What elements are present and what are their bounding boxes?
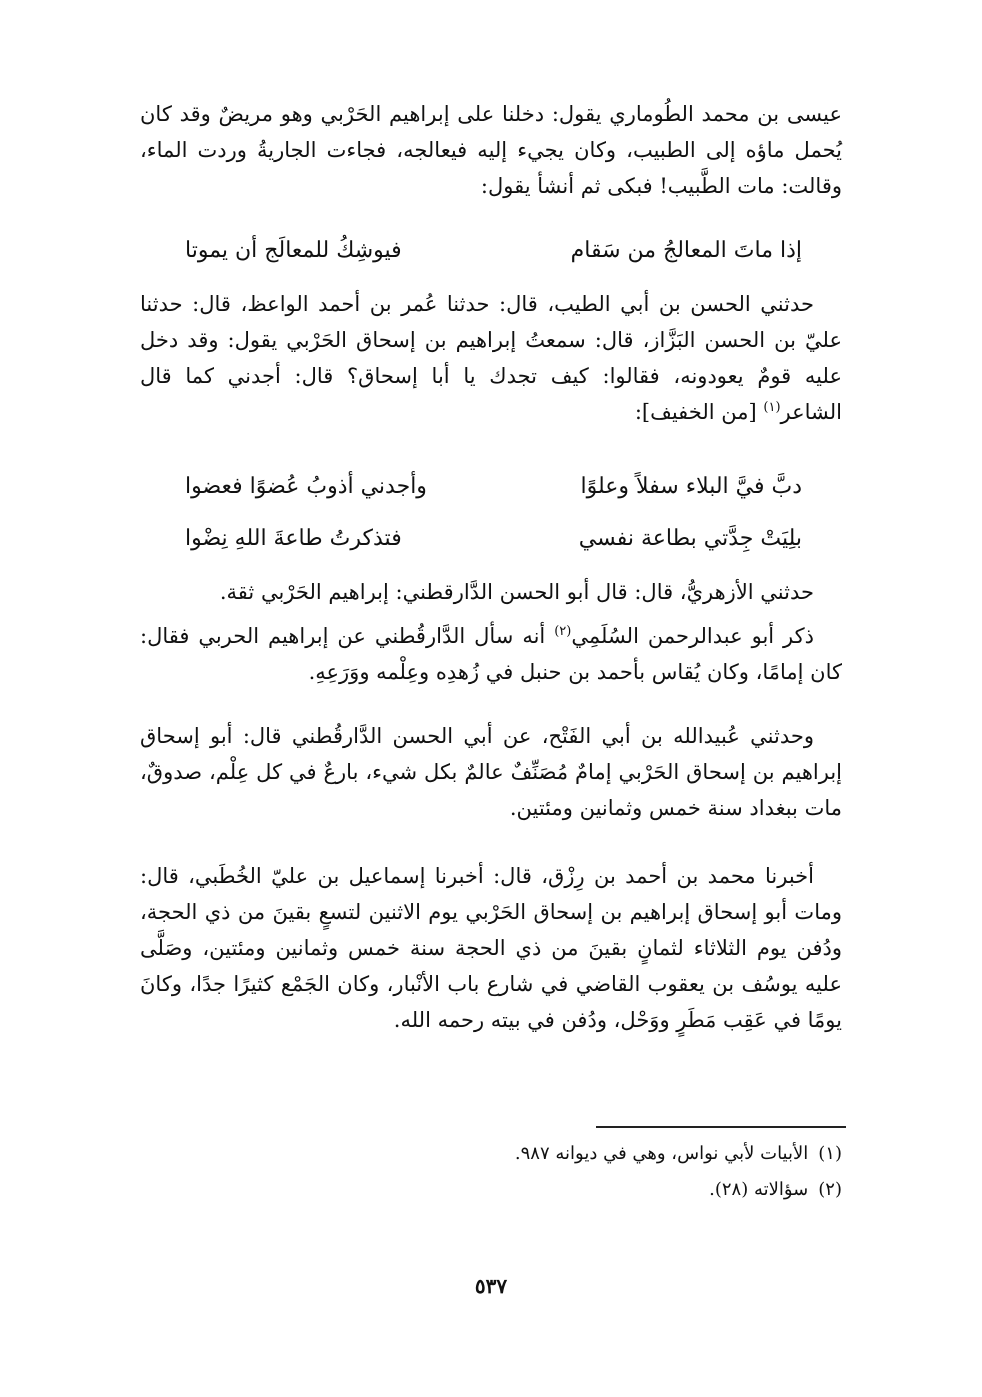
footnote-text: سؤالاته (٢٨). — [709, 1179, 809, 1200]
paragraph-ubaydallah — [140, 718, 842, 826]
footnote-number: (١) — [818, 1143, 842, 1164]
page-number: ٥٣٧ — [474, 1274, 508, 1298]
verse-hemistich-left: وأجدني أذوبُ عُضوًا فعضوا — [185, 473, 427, 499]
verse-hemistich-left: فيوشِكُ للمعالَج أن يموتا — [185, 237, 402, 263]
footnote-marker-2: (٢) — [554, 624, 572, 639]
paragraph-text — [140, 618, 842, 690]
paragraph-text: أخبرنا محمد بن أحمد بن رِزْق، قال: أخبرنا إسماعيل بن عليّ الخُطَبي، قال: ومات أبو إسحاق إبراهيم بن إسحاق الحَرْبي يوم الاثنين لتسعٍ بقينَ من ذي الحجة، ودُفن يوم الثلاثاء لثمانٍ بقينَ من ذي الحجة سنة خمس وثمانين ومئتين، وصَلَّى عليه يوسُف بن يعقوب القاضي في شارع باب الأنْبار، وكان الجَمْع كثيرًا جدًا، وكانَ يومًا في عَقِب مَطَرٍ ووَحْل، ودُفن في بيته رحمه الله. — [140, 864, 842, 1032]
footnote-1 — [140, 1136, 842, 1172]
paragraph-text: عيسى بن محمد الطُوماري يقول: دخلنا على إبراهيم الحَرْبي وهو مريضٌ وقد كان يُحمل ماؤه إلى الطبيب، وكان يجيء إليه فيعالجه، فجاءت الجاريةُ وردت الماء، وقالت: مات الطَّبيب! فبكى ثم أنشأ يقول: — [140, 102, 842, 198]
paragraph-isa — [140, 96, 842, 204]
paragraph-text: حدثني الأزهريُّ، قال: قال أبو الحسن الدَّارقطني: إبراهيم الحَرْبي ثقة. — [219, 580, 814, 604]
paragraph-text: وحدثني عُبيدالله بن أبي الفَتْح، عن أبي الحسن الدَّارقُطني قال: أبو إسحاق إبراهيم بن إسحاق الحَرْبي إمامٌ مُصَنِّفٌ عالمٌ بكل شيء، بارعٌ في كل عِلْم، صدوقٌ، مات ببغداد سنة خمس وثمانين ومئتين. — [140, 724, 842, 820]
verse-hemistich-right: دبَّ فيَّ البلاء سفلاً وعلوًا — [580, 473, 802, 499]
paragraph-main-text: ذكر أبو عبدالرحمن السُلَمِي — [571, 624, 814, 648]
verse-hemistich-right: إذا ماتَ المعالجُ من سَقام — [570, 237, 802, 263]
footnote-2 — [140, 1172, 842, 1208]
paragraph-rizq — [140, 858, 842, 1038]
paragraph-sulami — [140, 618, 842, 690]
paragraph-main-text: حدثني الحسن بن أبي الطيب، قال: حدثنا عُمر بن أحمد الواعظ، قال: حدثنا عليّ بن الحسن البَزَّاز، قال: سمعتُ إبراهيم بن إسحاق الحَرْبي يقول: وقد دخل عليه قومٌ يعودونه، فقالوا: كيف تجدك يا أبا إسحاق؟ قال: أجدني كما قال الشاعر — [140, 292, 842, 424]
footnote-marker-1: (١) — [763, 400, 781, 415]
paragraph-tail-text: [من الخفيف]: — [634, 400, 764, 424]
paragraph-hasan — [140, 286, 842, 430]
verse-line-3 — [185, 518, 802, 558]
paragraph-text — [140, 286, 842, 430]
verse-hemistich-left: فتذكرتُ طاعةَ اللهِ نِضْوا — [185, 525, 402, 551]
verse-hemistich-right: بلِيَتْ جِدَّتي بطاعة نفسي — [578, 525, 802, 551]
paragraph-tail-text: أنه سأل الدَّارقُطني عن إبراهيم الحربي فقال: كان إمامًا، وكان يُقاس بأحمد بن حنبل في زُهدِه وعِلْمه ووَرَعِهِ. — [140, 624, 842, 684]
footnotes — [140, 1136, 842, 1208]
verse-line-2 — [185, 466, 802, 506]
footnote-text: الأبيات لأبي نواس، وهي في ديوانه ٩٨٧. — [514, 1143, 809, 1164]
paragraph-azhari — [140, 574, 842, 610]
verse-line-1 — [185, 230, 802, 270]
footnote-separator — [596, 1126, 846, 1128]
footnote-number: (٢) — [818, 1179, 842, 1200]
